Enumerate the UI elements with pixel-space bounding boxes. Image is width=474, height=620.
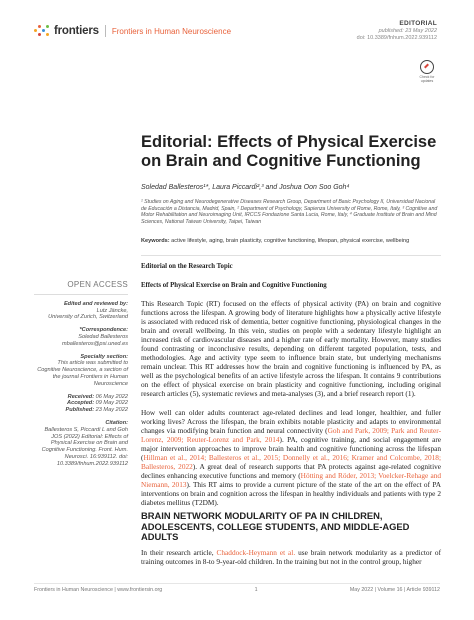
crossmark-badge[interactable] [416,60,438,83]
keywords [141,238,441,245]
paragraph-2-text-c: ). A great deal of research supports that PA protects against age-related cognitive declines enhancing executive functions and memory ( [141,462,441,481]
page-number: 1 [254,587,258,593]
section-heading: BRAIN NETWORK MODULARITY OF PA IN CHILDREN, ADOLESCENTS, COLLEGE STUDENTS, AND MIDDLE-AGED ADULTS [141,510,410,542]
edited-label: Edited and reviewed by: [63,300,128,307]
frontiers-logo[interactable] [34,24,231,38]
specialty-label: Specialty section: [80,353,128,360]
correspondence-block [34,327,128,347]
accepted-label: Accepted: [67,400,95,407]
keywords-divider [141,255,441,256]
footer-divider [34,583,440,584]
research-topic-link[interactable]: Effects of Physical Exercise on Brain and Cognitive Functioning [141,282,327,289]
citation-link[interactable]: Hillman et al., 2014; Ballesteros et al., 2015; Donnelly et al., 2016; Kramer and Colcombe, 2018; Ballesteros, 2022 [141,453,441,472]
citation-link[interactable]: Chaddock-Heymann et al. [216,548,296,557]
editor-block [34,301,128,321]
published-date-sidebar: 23 May 2022 [95,407,128,414]
page-footer [34,587,440,593]
published-label: Published: [65,407,95,414]
citation-label: Citation: [105,419,128,426]
frontiers-logo-icon [34,24,50,38]
dates-block [34,394,128,414]
article-sidebar [34,282,128,474]
editor-affiliation: University of Zurich, Switzerland [48,314,128,321]
author-list[interactable]: Soledad Ballesteros¹*, Laura Piccardi²,³ and Joshua Oon Soo Goh⁴ [141,184,350,191]
paragraph-2-text-d: ). This RT aims to provide a current picture of the state of the art on the effect of PA interventions on brain and cognition across the lifespan in healthy individuals and patients with type 2 diabetes mellitus (T2DM). [141,480,441,508]
paragraph-2-text-a: How well can older adults counteract age-related declines and lead longer, healthier, and fuller working lives? Across the lifespan, the brain exhibits notable plasticity and adapts to environmental changes via modifying brain function and neural connectivity ( [141,408,441,436]
journal-name[interactable]: Frontiers in Human Neuroscience [111,26,232,36]
paragraph-3-text-b: use brain network modularity as a predictor of training outcomes in 8-to 9-year-old children. In the training but not in the control group, higher [141,548,441,567]
article-meta-header [357,20,437,41]
footer-journal-link[interactable]: Frontiers in Human Neuroscience | www.frontiersin.org [34,587,163,593]
correspondence-label: *Correspondence: [79,327,128,334]
received-label: Received: [67,393,95,400]
correspondence-email[interactable]: mballesteros@psi.uned.es [62,340,128,347]
specialty-block [34,354,128,388]
accepted-date: 09 May 2022 [95,400,128,407]
logo-text: frontiers [54,25,99,37]
paragraph-2-text-b: ). PA, cognitive training, and social engagement are major intervention approaches to improve brain health and cognitive functioning across the lifespan ( [141,435,441,463]
citation-text: Ballesteros S, Piccardi L and Goh JOS (2022) Editorial: Effects of Physical Exercise on Brain and Cognitive Functioning. Front. Hum. Neurosci. 16:939112. doi: 10.3389/fnhum.2022.939112 [41,426,128,467]
open-access-label: OPEN ACCESS [67,280,128,289]
correspondence-name: Soledad Ballesteros [78,333,128,340]
citation-link[interactable]: Hötting and Röder, 2013; Voelcker-Rehage and Niemann, 2013 [141,471,442,490]
keywords-list: active lifestyle, aging, brain plasticity, cognitive functioning, lifespan, physical exercise, wellbeing [171,238,410,244]
doi-link[interactable]: doi: 10.3389/fnhum.2022.939112 [356,35,437,41]
crossmark-label: Check for updates [419,75,435,83]
editorial-on-label: Editorial on the Research Topic [141,263,233,270]
article-type: EDITORIAL [399,20,437,27]
keywords-label: Keywords: [141,238,170,244]
article-title: Editorial: Effects of Physical Exercise on Brain and Cognitive Functioning [141,133,437,170]
logo-divider [105,25,106,37]
footer-volume-info: May 2022 | Volume 16 | Article 939112 [349,587,440,593]
paragraph-2 [141,408,441,508]
crossmark-icon [420,60,434,74]
citation-block [34,420,128,468]
published-date: published: 23 May 2022 [378,28,437,34]
sidebar-divider [34,294,128,295]
affiliations: ¹ Studies on Aging and Neurodegenerative Diseases Research Group, Department of Basic Psychology II, Universidad Nacional de Educación a Distancia, Madrid, Spain, ² Department of Psychology, Sapienza University of Rome, Rome, Italy, ³ Cognitive and Motor Rehabilitation and Neuroimaging Unit, IRCCS Fondazione Santa Lucia, Rome, Italy, ⁴ Graduate Institute of Brain and Mind Sciences, National Taiwan University, Taipei, Taiwan [141,199,438,225]
paragraph-3 [141,548,441,566]
citation-link[interactable]: Goh and Park, 2009; Park and Reuter-Lorenz, 2009; Reuter-Lorenz and Park, 2014 [141,426,441,445]
paragraph-1: This Research Topic (RT) focused on the effects of physical activity (PA) on brain and cognitive functions across the lifespan. A growing body of literature highlights how a physically active lifestyle is associated with reduced risk of dementia, better cognitive functioning, physiological changes in the brain and overall wellbeing. In this vein, studies on people with a sedentary lifestyle highlight an increased risk of cardiovascular diseases and a higher rate of early mortality. However, many studies found contrasting or inconclusive results, depending on different targeted population, tests, and methodologies. Age and activity type seem to influence brain state, but underlying mechanisms remain unclear. This RT addresses how the brain and cognitive functioning is influenced by PA, as well as the psychological benefits of an active lifestyle across the lifespan. It contains 9 contributions on the effect of physical exercise on brain plasticity and cognitive functioning, including original research articles (5), systematic reviews and meta-analyses (3), and a brief research report (1). [141,299,441,399]
editor-name: Lutz Jäncke, [96,307,128,314]
paragraph-3-text-a: In their research article, [141,548,217,557]
received-date: 06 May 2022 [95,393,128,400]
specialty-text: This article was submitted to Cognitive Neuroscience, a section of the journal Frontiers in Human Neuroscience [37,360,128,387]
